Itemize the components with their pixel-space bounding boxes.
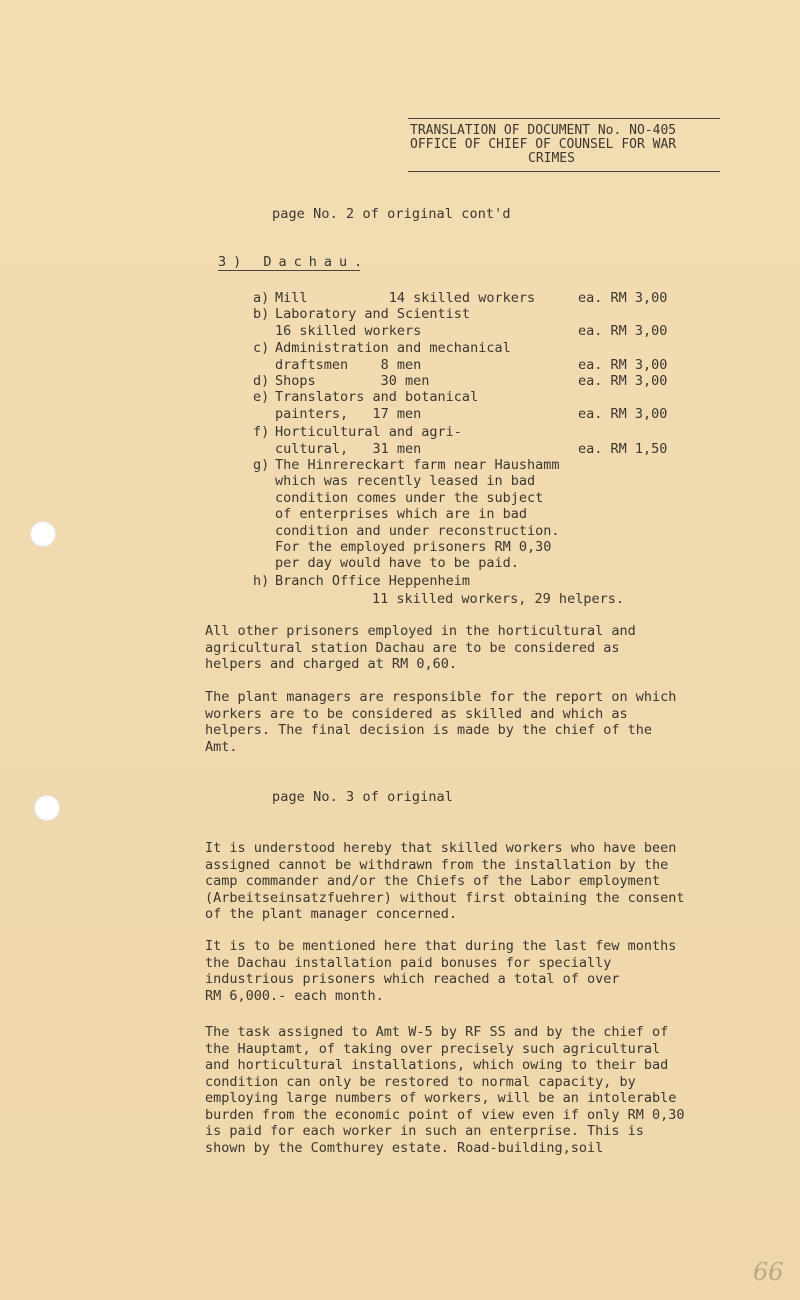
page-continued-label: page No. 2 of original cont'd: [272, 206, 511, 222]
item-a-rate: ea. RM 3,00: [578, 290, 668, 306]
item-b-rate: ea. RM 3,00: [578, 323, 668, 339]
section-title-underline: [218, 270, 360, 271]
paragraph-plant-managers: The plant managers are responsible for the report on which workers are to be considered as skilled and which as helpers. The final decision is made by the chief of the Amt.: [205, 689, 677, 755]
item-f-line-1: Horticultural and agri-: [275, 424, 462, 440]
item-b-letter: b): [253, 306, 270, 322]
header-top-rule: [408, 118, 720, 119]
item-f-rate: ea. RM 1,50: [578, 441, 668, 457]
item-h-letter: h): [253, 573, 270, 589]
paragraph-helpers: All other prisoners employed in the horticultural and agricultural station Dachau are to be considered as helpers and charged at RM 0,60.: [205, 623, 636, 672]
item-c-line-1: Administration and mechanical: [275, 340, 511, 356]
item-g-letter: g): [253, 457, 270, 473]
punch-hole-top: [30, 521, 56, 547]
item-c-rate: ea. RM 3,00: [578, 357, 668, 373]
item-e-rate: ea. RM 3,00: [578, 406, 668, 422]
item-e-line-2: painters, 17 men: [275, 406, 422, 422]
item-b-line-1: Laboratory and Scientist: [275, 306, 471, 322]
item-f-line-2: cultural, 31 men: [275, 441, 422, 457]
paragraph-skilled-workers: It is understood hereby that skilled workers who have been assigned cannot be withdrawn from the installation by the camp commander and/or the Chiefs of the Labor employment (Arbeitseinsatzfuehrer) without first obtaining the consent of the plant manager concerned.: [205, 840, 685, 922]
item-c-line-2: draftsmen 8 men: [275, 357, 422, 373]
item-f-letter: f): [253, 424, 270, 440]
item-e-line-1: Translators and botanical: [275, 389, 479, 405]
item-a-letter: a): [253, 290, 270, 306]
item-a-line-1: Mill 14 skilled workers: [275, 290, 536, 306]
paragraph-task-assigned: The task assigned to Amt W-5 by RF SS and by the chief of the Hauptamt, of taking over precisely such agricultural and horticultural installations, which owing to their bad condition can only be restored to normal capacity, by employing large numbers of workers, will be an intolerable burden from the economic point of view even if only RM 0,30 is paid for each worker in such an enterprise. This is shown by the Comthurey estate. Road-building,soil: [205, 1024, 685, 1156]
header-line-1: TRANSLATION OF DOCUMENT No. NO-405: [410, 123, 677, 138]
header-bottom-rule: [408, 171, 720, 172]
item-d-line-1: Shops 30 men: [275, 373, 430, 389]
item-h-line-2: 11 skilled workers, 29 helpers.: [372, 591, 624, 607]
paragraph-bonuses: It is to be mentioned here that during the last few months the Dachau installation paid bonuses for specially industrious prisoners which reached a total of over RM 6,000.- each month.: [205, 938, 677, 1004]
item-d-letter: d): [253, 373, 270, 389]
header-line-3: CRIMES: [528, 151, 575, 166]
item-d-rate: ea. RM 3,00: [578, 373, 668, 389]
section-title: 3) Dachau.: [218, 254, 370, 270]
item-c-letter: c): [253, 340, 270, 356]
punch-hole-bottom: [34, 795, 60, 821]
item-e-letter: e): [253, 389, 270, 405]
header-line-2: OFFICE OF CHIEF OF COUNSEL FOR WAR: [410, 137, 677, 152]
item-b-line-2: 16 skilled workers: [275, 323, 422, 339]
item-g-text: The Hinrereckart farm near Haushamm which was recently leased in bad condition comes under the subject of enterprises which are in bad condition and under reconstruction. For the employed prisoners RM 0,30 per day would have to be paid.: [275, 457, 560, 572]
item-h-line-1: Branch Office Heppenheim: [275, 573, 471, 589]
page-3-label: page No. 3 of original: [272, 789, 454, 805]
page-number: 66: [753, 1258, 784, 1286]
